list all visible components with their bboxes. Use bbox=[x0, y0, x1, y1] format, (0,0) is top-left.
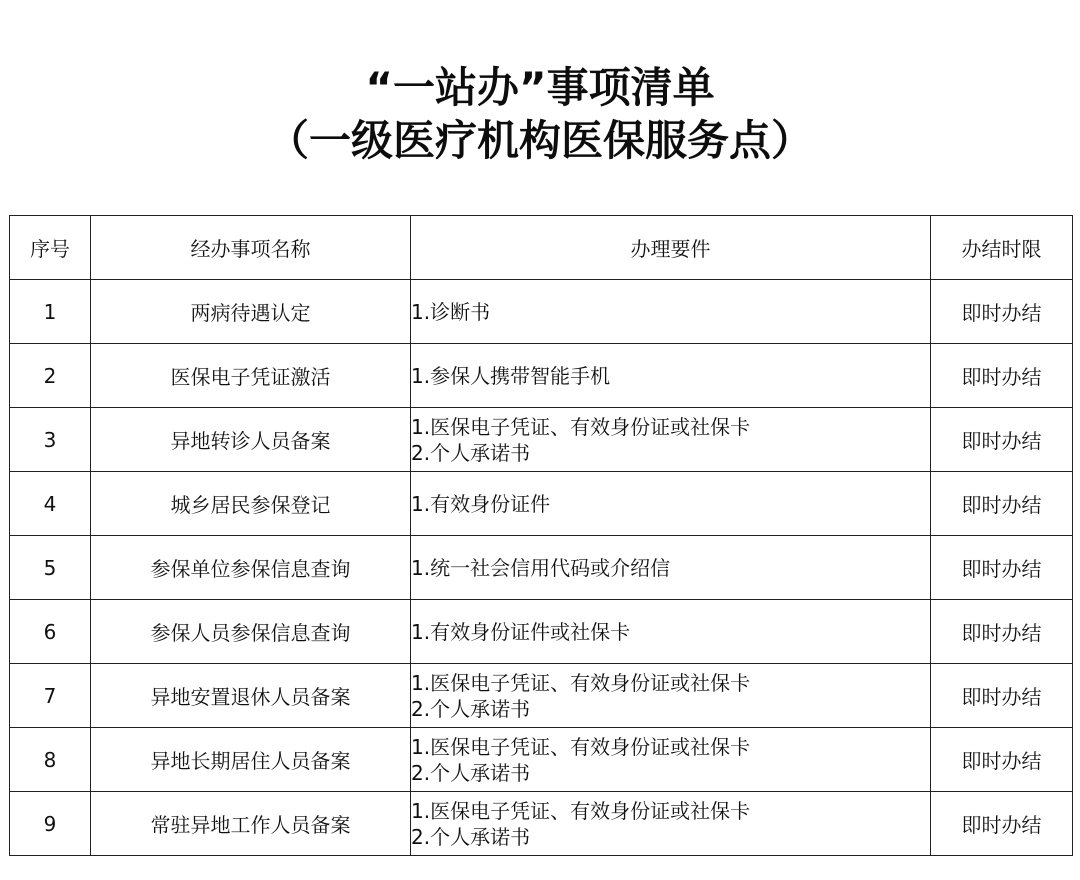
requirement-line: 1.有效身份证件 bbox=[411, 491, 551, 516]
table-header-row bbox=[10, 216, 1073, 280]
row-requirements bbox=[411, 280, 931, 344]
row-requirements bbox=[411, 664, 931, 728]
row-index: 4 bbox=[10, 472, 91, 536]
header-index: 序号 bbox=[10, 216, 91, 280]
row-time-limit: 即时办结 bbox=[931, 472, 1073, 536]
requirement-line: 1.参保人携带智能手机 bbox=[411, 363, 611, 388]
requirement-line: 1.诊断书 bbox=[411, 299, 491, 324]
table-row bbox=[10, 344, 1073, 408]
header-item-name: 经办事项名称 bbox=[91, 216, 411, 280]
row-index: 6 bbox=[10, 600, 91, 664]
requirement-line: 1.医保电子凭证、有效身份证或社保卡 bbox=[411, 670, 751, 695]
row-item-name: 两病待遇认定 bbox=[91, 280, 411, 344]
row-time-limit: 即时办结 bbox=[931, 280, 1073, 344]
row-item-name: 参保单位参保信息查询 bbox=[91, 536, 411, 600]
item-list-table bbox=[9, 215, 1073, 856]
row-index: 1 bbox=[10, 280, 91, 344]
row-requirements bbox=[411, 600, 931, 664]
requirement-line: 1.有效身份证件或社保卡 bbox=[411, 619, 631, 644]
table-row bbox=[10, 664, 1073, 728]
row-time-limit: 即时办结 bbox=[931, 408, 1073, 472]
row-item-name: 常驻异地工作人员备案 bbox=[91, 792, 411, 856]
requirement-line: 1.统一社会信用代码或介绍信 bbox=[411, 555, 671, 580]
requirement-line: 1.医保电子凭证、有效身份证或社保卡 bbox=[411, 734, 751, 759]
row-requirements bbox=[411, 472, 931, 536]
row-item-name: 异地转诊人员备案 bbox=[91, 408, 411, 472]
row-time-limit: 即时办结 bbox=[931, 600, 1073, 664]
table-row bbox=[10, 600, 1073, 664]
row-index: 5 bbox=[10, 536, 91, 600]
row-index: 8 bbox=[10, 728, 91, 792]
page-title: “一站办”事项清单 bbox=[365, 63, 715, 112]
table-row bbox=[10, 792, 1073, 856]
row-index: 9 bbox=[10, 792, 91, 856]
table-row bbox=[10, 472, 1073, 536]
row-time-limit: 即时办结 bbox=[931, 664, 1073, 728]
row-item-name: 异地安置退休人员备案 bbox=[91, 664, 411, 728]
requirement-line: 1.医保电子凭证、有效身份证或社保卡 bbox=[411, 414, 751, 439]
requirement-line: 2.个人承诺书 bbox=[411, 440, 531, 465]
row-requirements bbox=[411, 408, 931, 472]
row-time-limit: 即时办结 bbox=[931, 792, 1073, 856]
row-requirements bbox=[411, 536, 931, 600]
row-time-limit: 即时办结 bbox=[931, 344, 1073, 408]
row-item-name: 异地长期居住人员备案 bbox=[91, 728, 411, 792]
row-requirements bbox=[411, 792, 931, 856]
requirement-line: 2.个人承诺书 bbox=[411, 760, 531, 785]
table-row bbox=[10, 408, 1073, 472]
row-requirements bbox=[411, 728, 931, 792]
header-requirements: 办理要件 bbox=[411, 216, 931, 280]
requirement-line: 2.个人承诺书 bbox=[411, 696, 531, 721]
requirement-line: 2.个人承诺书 bbox=[411, 824, 531, 849]
requirement-line: 1.医保电子凭证、有效身份证或社保卡 bbox=[411, 798, 751, 823]
row-item-name: 参保人员参保信息查询 bbox=[91, 600, 411, 664]
table-row bbox=[10, 728, 1073, 792]
table-row bbox=[10, 280, 1073, 344]
header-time-limit: 办结时限 bbox=[931, 216, 1073, 280]
row-item-name: 医保电子凭证激活 bbox=[91, 344, 411, 408]
table-row bbox=[10, 536, 1073, 600]
row-item-name: 城乡居民参保登记 bbox=[91, 472, 411, 536]
row-index: 2 bbox=[10, 344, 91, 408]
row-time-limit: 即时办结 bbox=[931, 536, 1073, 600]
page-subtitle: （一级医疗机构医保服务点） bbox=[266, 116, 813, 165]
row-requirements bbox=[411, 344, 931, 408]
row-index: 3 bbox=[10, 408, 91, 472]
row-index: 7 bbox=[10, 664, 91, 728]
row-time-limit: 即时办结 bbox=[931, 728, 1073, 792]
